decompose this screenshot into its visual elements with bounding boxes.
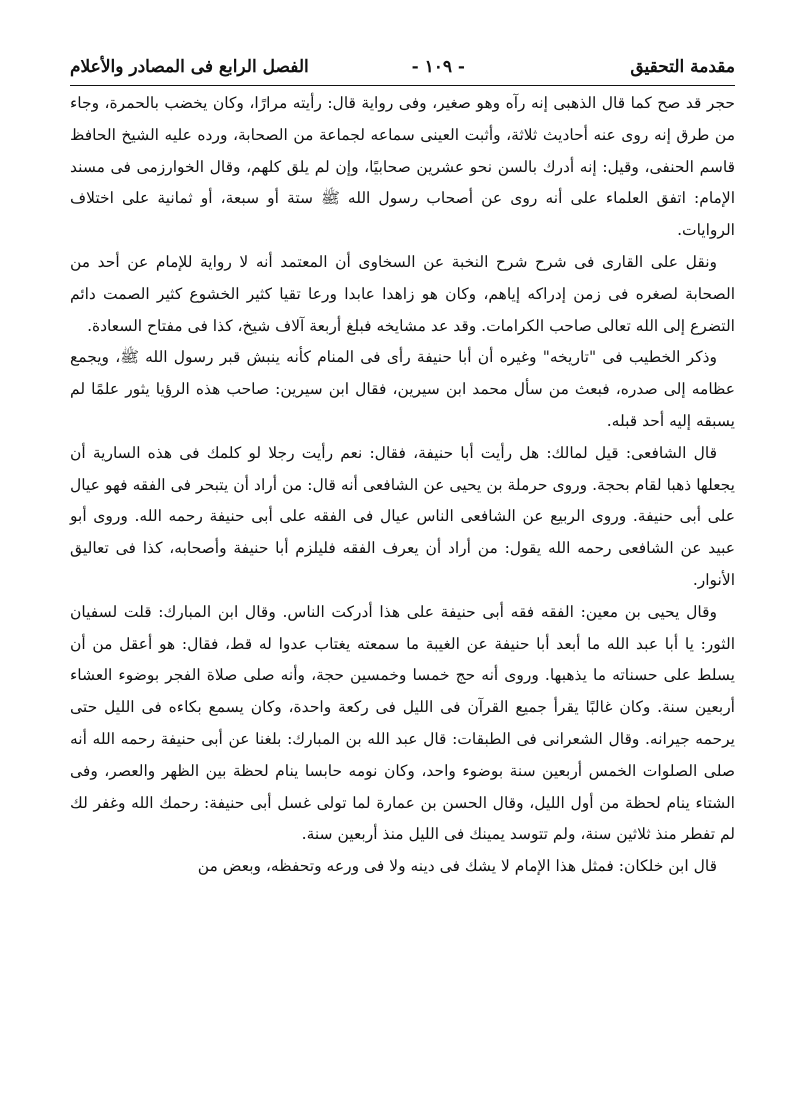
body-text [70,88,735,883]
paragraph: وقال يحيى بن معين: الفقه فقه أبى حنيفة على هذا أدركت الناس. وقال ابن المبارك: قلت لسفيان الثور: يا أبا عبد الله ما أبعد أبا حنيفة عن الغيبة ما سمعته يغتاب عدوا له قط، فقال: هو أعقل من أن يسلط على حسناته ما يذهبها. وروى أنه حج خمسا وخمسين حجة، وأنه صلى صلاة الفجر بوضوء العشاء أربعين سنة. وكان غالبًا يقرأ جميع القرآن فى الليل فى ركعة واحدة، وكان يسمع بكاءه فى الليل حتى يرحمه جيرانه. وقال الشعرانى فى الطبقات: قال عبد الله بن المبارك: بلغنا عن أبى حنيفة رحمه الله أنه صلى الصلوات الخمس أربعين سنة بوضوء واحد، وكان نومه حابسا ينام لحظة بين الظهر والعصر، وفى الشتاء ينام لحظة من أول الليل، وقال الحسن بن عمارة لما تولى غسل أبى حنيفة: رحمك الله وغفر لك لم تفطر منذ ثلاثين سنة، ولم تتوسد يمينك فى الليل منذ أربعين سنة. [70,602,735,844]
running-header [70,55,735,86]
paragraph: وذكر الخطيب فى "تاريخه" وغيره أن أبا حنيفة رأى فى المنام كأنه ينبش قبر رسول الله ﷺ، ويجمع عظامه إلى صدره، فبعث من سأل محمد ابن سيرين، فقال ابن سيرين: صاحب هذه الرؤيا يثور علمًا لم يسبقه إليه أحد قبله. [70,348,735,430]
paragraph: قال الشافعى: قيل لمالك: هل رأيت أبا حنيفة، فقال: نعم رأيت رجلا لو كلمك فى هذه السارية أن يجعلها ذهبا لقام بحجة. وروى حرملة بن يحيى عن الشافعى أنه قال: من أراد أن يتبحر فى الفقه فهو عيال على أبى حنيفة. وروى الربيع عن الشافعى الناس عيال فى الفقه على أبى حنيفة رحمه الله. وروى أبو عبيد عن الشافعى رحمه الله يقول: من أراد أن يعرف الفقه فليلزم أبا حنيفة وأصحابه، كذا فى تعاليق الأنوار. [70,443,735,589]
book-page [70,55,735,883]
book-title: مقدمة التحقيق [630,57,735,77]
chapter-title: الفصل الرابع فى المصادر والأعلام [70,57,309,77]
paragraph: قال ابن خلكان: فمثل هذا الإمام لا يشك فى دينه ولا فى ورعه وتحفظه، وبعض من [197,857,717,876]
page-number: - ١٠٩ - [411,57,465,77]
paragraph: ونقل على القارى فى شرح شرح النخبة عن السخاوى أن المعتمد أنه لا رواية للإمام عن أحد من الصحابة لصغره فى زمن إدراكه إياهم، وكان هو زاهدا عابدا ورعا تقيا كثير الخشوع كثير الصمت دائم التضرع إلى الله تعالى صاحب الكرامات. وقد عد مشايخه فبلغ أربعة آلاف شيخ، كذا فى مفتاح السعادة. [70,252,735,335]
paragraph: حجر قد صح كما قال الذهبى إنه رآه وهو صغير، وفى رواية قال: رأيته مرارًا، وكان يخضب بالحمرة، وجاء من طرق إنه روى عنه أحاديث ثلاثة، وأثبت العينى سماعه لجماعة من الصحابة، ورده عليه الشيخ الحافظ قاسم الحنفى، وقيل: إنه أدرك بالسن نحو عشرين صحابيًا، وإن لم يلق كلهم، وقال الخوارزمى فى مسند الإمام: اتفق العلماء على أنه روى عن أصحاب رسول الله ﷺ ستة أو سبعة، أو ثمانية على اختلاف الروايات. [70,94,735,240]
